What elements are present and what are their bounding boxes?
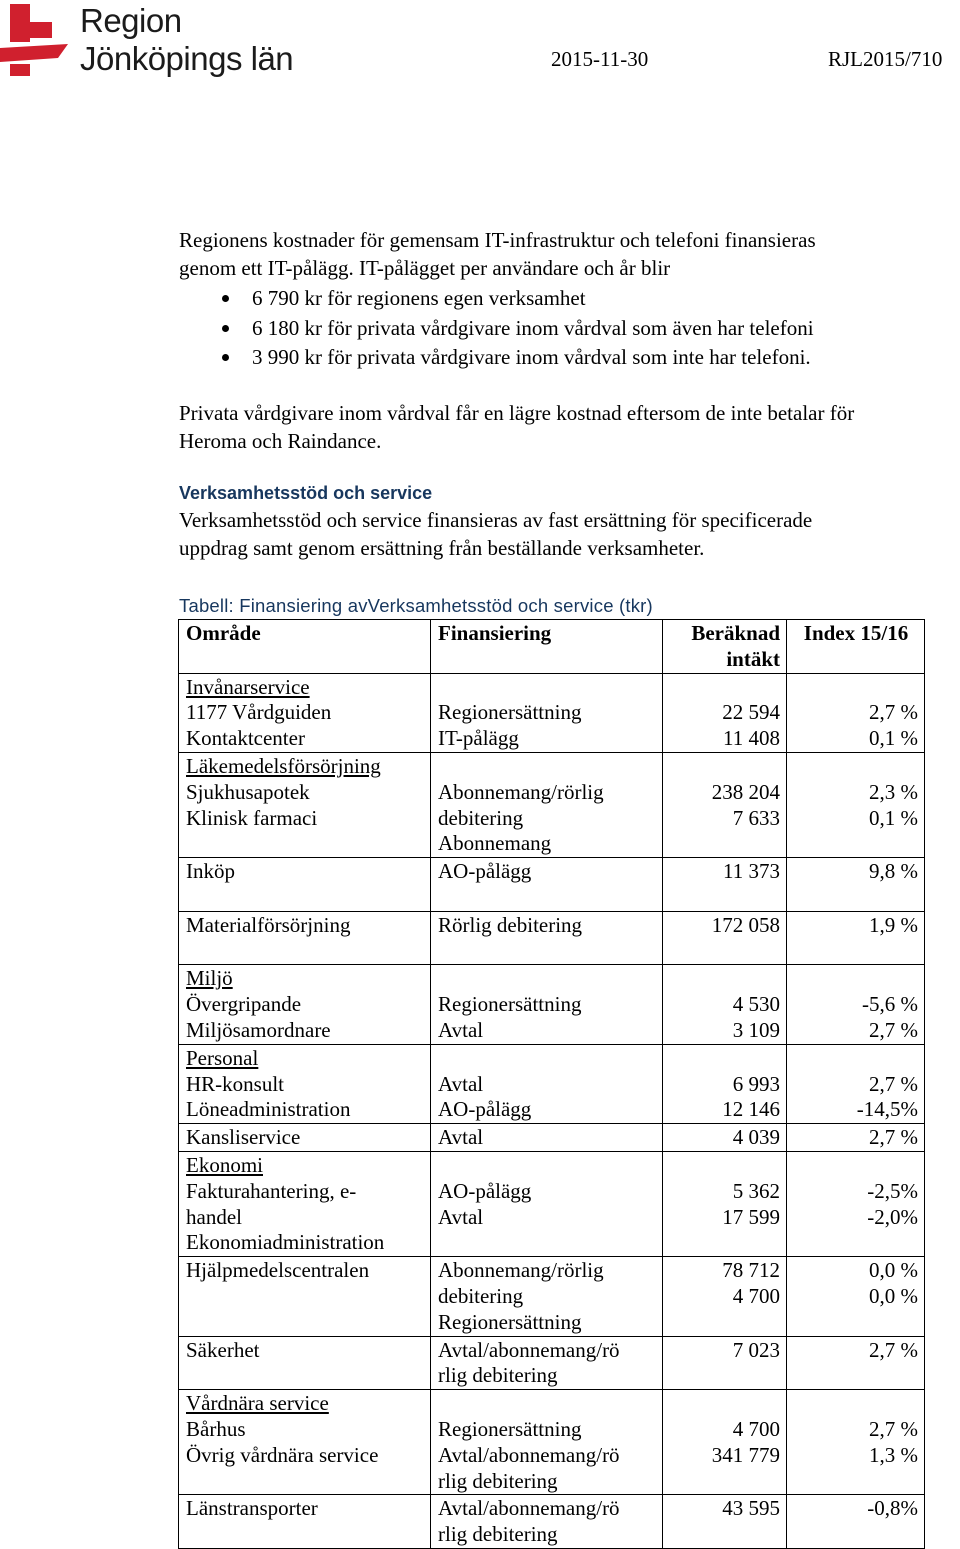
cell-line (794, 754, 918, 780)
table-cell-c3 (663, 673, 787, 752)
cell-line: 1177 Vårdguiden (186, 700, 332, 725)
table-cell-c3 (663, 1124, 787, 1152)
header-financing: Finansiering (431, 620, 663, 674)
cell-line (438, 754, 656, 780)
cell-line: Invånarservice (186, 674, 310, 699)
cell-line: 4 530 (732, 992, 780, 1017)
table-cell-c3 (663, 1044, 787, 1123)
cell-line: 172 058 (711, 912, 780, 937)
cell-line: 22 594 (722, 700, 780, 725)
cell-line (438, 1046, 656, 1072)
cell-line (438, 966, 656, 992)
paragraph-line: Heroma och Raindance. (179, 429, 382, 453)
cell-line (794, 1153, 918, 1179)
cell-line (794, 1391, 918, 1417)
header-income-line: Beräknad (691, 621, 780, 645)
cell-line (670, 754, 780, 780)
cell-line: -5,6 % (862, 992, 918, 1017)
cell-line: 2,3 % (869, 779, 918, 804)
cell-line: Materialförsörjning (186, 912, 351, 937)
table-cell-c1 (179, 1151, 431, 1256)
intro-line: Regionens kostnader för gemensam IT-infrastruktur och telefoni finansieras (179, 228, 816, 252)
cell-line: Säkerhet (186, 1337, 260, 1362)
cell-line: 2,7 % (869, 1125, 918, 1150)
table-cell-c4 (787, 911, 925, 965)
header-area: Område (179, 620, 431, 674)
price-bullet-list (179, 284, 814, 373)
table-cell-c1 (179, 1044, 431, 1123)
table-row (179, 858, 925, 912)
table-cell-c2 (431, 1336, 663, 1390)
table-cell-c4 (787, 1044, 925, 1123)
table-cell-c3 (663, 1151, 787, 1256)
table-cell-c3 (663, 1495, 787, 1549)
cell-line: 7 023 (732, 1337, 780, 1362)
table-cell-c2 (431, 1151, 663, 1256)
org-name-line1: Region (80, 2, 182, 39)
cell-line: -0,8% (867, 1496, 918, 1521)
cell-line: 11 408 (723, 726, 780, 751)
table-cell-c1 (179, 673, 431, 752)
cell-line: Avtal/abonnemang/rö (438, 1442, 620, 1467)
cell-line: Avtal (438, 1125, 484, 1150)
cell-line (670, 966, 780, 992)
cell-line: 341 779 (711, 1442, 780, 1467)
cell-line: rlig debitering (438, 1522, 558, 1547)
table-cell-c2 (431, 1257, 663, 1336)
cell-line (794, 966, 918, 992)
cell-line: 2,7 % (869, 700, 918, 725)
table-row (179, 1336, 925, 1390)
bullet-item: 3 990 kr för privata vårdgivare inom vårdval som inte har telefoni. (179, 343, 814, 373)
table-cell-c2 (431, 965, 663, 1044)
table-cell-c2 (431, 911, 663, 965)
bullet-item: 6 180 kr för privata vårdgivare inom vårdval som även har telefoni (179, 314, 814, 344)
cell-line: 43 595 (722, 1496, 780, 1521)
cell-line: 4 700 (732, 1416, 780, 1441)
cell-line: Abonnemang (438, 831, 552, 856)
cell-line: Inköp (186, 859, 235, 884)
cell-line: 5 362 (732, 1178, 780, 1203)
table-cell-c1 (179, 1257, 431, 1336)
table-cell-c2 (431, 752, 663, 857)
cell-line: rlig debitering (438, 1468, 558, 1493)
header-index: Index 15/16 (787, 620, 925, 674)
cell-line: Hjälpmedelscentralen (186, 1258, 370, 1283)
cell-line: IT-pålägg (438, 726, 519, 751)
cell-line: 2,7 % (869, 1071, 918, 1096)
cell-line: Avtal/abonnemang/rö (438, 1337, 620, 1362)
cell-line: Bårhus (186, 1416, 246, 1441)
cell-line: Klinisk farmaci (186, 805, 318, 830)
bullet-item: 6 790 kr för regionens egen verksamhet (179, 284, 814, 314)
table-cell-c3 (663, 965, 787, 1044)
table-cell-c4 (787, 1336, 925, 1390)
table-cell-c1 (179, 965, 431, 1044)
table-row (179, 1257, 925, 1336)
cell-line: 3 109 (732, 1017, 780, 1042)
cell-line: Övergripande (186, 992, 302, 1017)
table-row (179, 1044, 925, 1123)
table-cell-c1 (179, 1495, 431, 1549)
cell-line: Länstransporter (186, 1496, 318, 1521)
header-calculated-income (663, 620, 787, 674)
cell-line: Abonnemang/rörlig (438, 779, 604, 804)
cell-line: -2,5% (867, 1178, 918, 1203)
cell-line: 78 712 (722, 1258, 780, 1283)
table-cell-c3 (663, 911, 787, 965)
cell-line: debitering (438, 1283, 524, 1308)
header-income-line: intäkt (726, 646, 780, 671)
cell-line (438, 1391, 656, 1417)
intro-paragraph (179, 226, 816, 282)
table-cell-c3 (663, 858, 787, 912)
private-providers-paragraph (179, 399, 854, 455)
table-cell-c4 (787, 752, 925, 857)
cell-line: 4 700 (732, 1283, 780, 1308)
table-cell-c4 (787, 1124, 925, 1152)
document-reference: RJL2015/710 (828, 47, 943, 71)
cell-line: Sjukhusapotek (186, 779, 310, 804)
cell-line: 4 039 (732, 1125, 780, 1150)
table-cell-c4 (787, 1390, 925, 1495)
table-row (179, 965, 925, 1044)
table-cell-c2 (431, 1390, 663, 1495)
table-cell-c4 (787, 1257, 925, 1336)
cell-line: 11 373 (723, 859, 780, 884)
cell-line: 2,7 % (869, 1416, 918, 1441)
cell-line: 6 993 (732, 1071, 780, 1096)
cell-line: 9,8 % (869, 859, 918, 884)
cell-line: Regionersättning (438, 1309, 582, 1334)
table-cell-c3 (663, 1336, 787, 1390)
paragraph-line: uppdrag samt genom ersättning från beställande verksamheter. (179, 536, 705, 560)
cell-line: 12 146 (722, 1097, 780, 1122)
cell-line: Avtal (438, 1017, 484, 1042)
table-cell-c2 (431, 673, 663, 752)
table-cell-c1 (179, 752, 431, 857)
cell-line: handel (186, 1204, 242, 1229)
intro-line: genom ett IT-pålägg. IT-pålägget per användare och år blir (179, 256, 671, 280)
paragraph-line: Privata vårdgivare inom vårdval får en lägre kostnad eftersom de inte betalar för (179, 401, 855, 425)
document-date: 2015-11-30 (551, 47, 649, 71)
cell-line: -2,0% (867, 1204, 918, 1229)
cell-line: Kontaktcenter (186, 726, 305, 751)
cell-line (438, 675, 656, 701)
table-cell-c1 (179, 911, 431, 965)
cell-line: Regionersättning (438, 1416, 582, 1441)
cell-line: 0,0 % (869, 1283, 918, 1308)
table-row (179, 673, 925, 752)
table-cell-c4 (787, 1151, 925, 1256)
table-cell-c2 (431, 1044, 663, 1123)
cell-line: 0,1 % (869, 726, 918, 751)
table-cell-c4 (787, 673, 925, 752)
cell-line: 2,7 % (869, 1017, 918, 1042)
cell-line: Ekonomi (186, 1152, 263, 1177)
table-cell-c1 (179, 1124, 431, 1152)
cell-line: 238 204 (711, 779, 780, 804)
cell-line (794, 675, 918, 701)
table-row (179, 752, 925, 857)
cell-line: Miljösamordnare (186, 1017, 331, 1042)
org-name-line2: Jönköpings län (80, 40, 294, 77)
section-heading: Verksamhetsstöd och service (179, 483, 433, 503)
table-cell-c2 (431, 858, 663, 912)
cell-line: Personal (186, 1045, 259, 1070)
cell-line (186, 939, 424, 965)
cell-line: 0,0 % (869, 1258, 918, 1283)
cell-line (670, 1153, 780, 1179)
section-paragraph (179, 506, 812, 562)
table-cell-c3 (663, 1257, 787, 1336)
cell-line: 17 599 (722, 1204, 780, 1229)
cell-line (438, 1153, 656, 1179)
cell-line: Vårdnära service (186, 1391, 329, 1416)
cell-line: HR-konsult (186, 1071, 285, 1096)
cell-line (670, 1391, 780, 1417)
cell-line: AO-pålägg (438, 1097, 532, 1122)
cell-line: Ekonomiadministration (186, 1230, 385, 1255)
table-row (179, 1151, 925, 1256)
table-caption: Tabell: Finansiering avVerksamhetsstöd och service (tkr) (179, 595, 653, 616)
cell-line (794, 1046, 918, 1072)
cell-line: 7 633 (732, 805, 780, 830)
cell-line: AO-pålägg (438, 1178, 532, 1203)
cell-line (186, 885, 424, 911)
table-cell-c4 (787, 965, 925, 1044)
table-cell-c3 (663, 752, 787, 857)
cell-line: Läkemedelsförsörjning (186, 753, 381, 778)
cell-line: Rörlig debitering (438, 912, 583, 937)
cell-line: rlig debitering (438, 1363, 558, 1388)
table-cell-c3 (663, 1390, 787, 1495)
cell-line: Övrig vårdnära service (186, 1442, 379, 1467)
cell-line (670, 675, 780, 701)
paragraph-line: Verksamhetsstöd och service finansieras av fast ersättning för specificerade (179, 508, 813, 532)
cell-line: Löneadministration (186, 1097, 351, 1122)
table-cell-c4 (787, 1495, 925, 1549)
cell-line: 0,1 % (869, 805, 918, 830)
table-cell-c2 (431, 1495, 663, 1549)
cell-line: Kansliservice (186, 1125, 301, 1150)
table-cell-c2 (431, 1124, 663, 1152)
cell-line: 2,7 % (869, 1337, 918, 1362)
cell-line: 1,9 % (869, 912, 918, 937)
table-row (179, 1495, 925, 1549)
cell-line: debitering (438, 805, 524, 830)
cell-line: Regionersättning (438, 992, 582, 1017)
table-row (179, 911, 925, 965)
cell-line: Avtal (438, 1204, 484, 1229)
table-cell-c1 (179, 858, 431, 912)
financing-table (178, 619, 925, 1549)
cell-line: Abonnemang/rörlig (438, 1258, 604, 1283)
cell-line: 1,3 % (869, 1442, 918, 1467)
table-row (179, 1390, 925, 1495)
table-cell-c1 (179, 1390, 431, 1495)
cell-line: Miljö (186, 966, 233, 991)
cell-line: Fakturahantering, e- (186, 1178, 357, 1203)
table-header-row (179, 620, 925, 674)
cell-line: AO-pålägg (438, 859, 532, 884)
table-cell-c1 (179, 1336, 431, 1390)
cell-line: Avtal (438, 1071, 484, 1096)
cell-line: -14,5% (856, 1097, 918, 1122)
table-row (179, 1124, 925, 1152)
table-cell-c4 (787, 858, 925, 912)
cell-line: Avtal/abonnemang/rö (438, 1496, 620, 1521)
cell-line: Regionersättning (438, 700, 582, 725)
cell-line (670, 1046, 780, 1072)
